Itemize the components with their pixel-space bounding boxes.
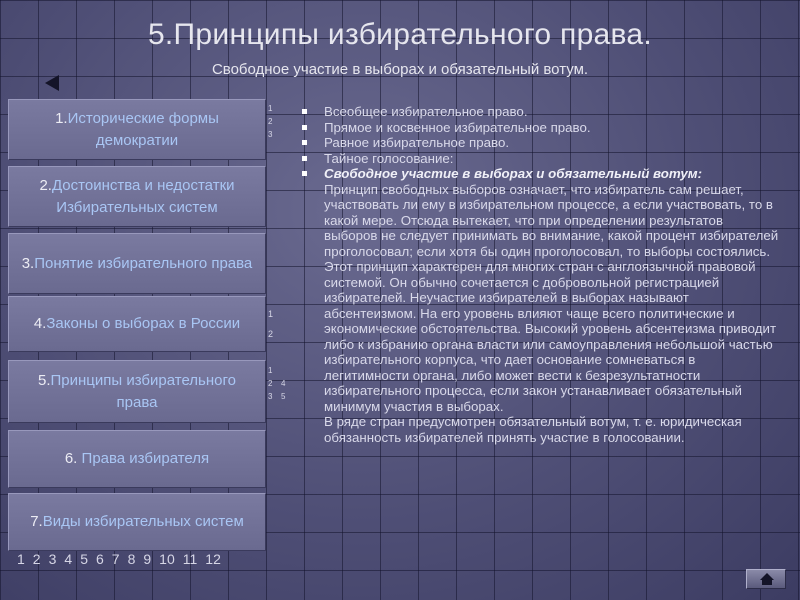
sidebar-item-number: 3. [21,254,35,272]
sidebar-item-label: Исторические формы демократии [67,109,219,149]
sidebar-item-number: 6. [64,450,82,467]
subslide-link[interactable]: 4 [281,379,286,388]
subslide-link[interactable]: 3 [268,392,273,401]
sidebar-item-number: 2. [39,176,52,194]
subslide-links-4[interactable] [268,304,273,344]
bullet-icon [302,109,307,114]
sidebar-item-concept[interactable] [8,233,266,294]
subslide-links-1[interactable] [268,102,272,141]
subslide-links-5a[interactable] [268,364,272,403]
sidebar-item-laws[interactable] [8,296,266,352]
sidebar-item-number: 5. [38,371,51,389]
slide-content [300,104,780,445]
sidebar-item-label: Принципы избирательного права [50,371,236,411]
list-item: Тайное голосование: [300,151,780,167]
sidebar-item-label: Понятие избирательного права [34,254,253,272]
page-link[interactable]: 11 [182,551,198,567]
sidebar-item-number: 7. [30,513,43,530]
sidebar-item-number: 1. [55,109,68,127]
subslide-link[interactable]: 3 [268,130,273,139]
page-link[interactable]: 2 [32,551,41,567]
sidebar-item-number: 4. [33,315,47,332]
list-item: Всеобщее избирательное право. [300,104,780,120]
sidebar-item-historical-forms[interactable] [8,99,266,160]
page-link[interactable]: 6 [95,551,104,567]
home-icon-base [762,579,772,585]
page-link[interactable]: 1 [17,551,25,567]
bullet-icon [302,140,307,145]
subslide-links-5b[interactable] [281,377,285,403]
page-link[interactable]: 9 [143,551,152,567]
principles-list [300,104,780,182]
page-link[interactable]: 3 [48,551,57,567]
subslide-link[interactable]: 5 [281,392,286,401]
page-link[interactable]: 7 [111,551,120,567]
page-number-links [17,551,221,567]
subslide-link[interactable]: 2 [268,379,273,388]
slide-title: 5.Принципы избирательного права. [147,18,653,51]
sidebar-item-voter-rights[interactable] [8,430,266,488]
sidebar-item-label: Права избирателя [81,450,210,467]
sidebar-item-electoral-systems[interactable] [8,493,266,551]
sidebar-item-label: Достоинства и недостатки Избирательных систем [51,176,235,216]
subslide-link[interactable]: 1 [268,104,273,113]
bullet-icon [302,171,307,176]
page-link[interactable]: 12 [205,551,221,567]
sidebar-item-principles[interactable] [8,360,266,423]
page-link[interactable]: 10 [159,551,175,567]
bullet-icon [302,125,307,130]
subslide-link[interactable]: 2 [268,117,273,126]
page-link[interactable]: 5 [80,551,88,567]
principle-paragraph: Принцип свободных выборов означает, что избиратель сам решает, участвовать ли ему в избирательном процессе, а если участвовать, то в какой мере. Отсюда вытекает, что при определении результатов выборов не следует принимать во внимание, какой процент избирателей проголосовал; если хотя бы один проголосовал, то выборы состоялись. Этот принцип характерен для многих стран с англоязычной правовой системой. Он обычно сочетается с добровольной регистрацией избирателей. Неучастие избирателей в выборах называют абсентеизмом. На его уровень влияют чаще всего политические и экономические обстоятельства. Высокий уровень абсентеизма приводит либо к избранию органа власти или самоуправления небольшой частью избирательного корпуса, что дает основание сомневаться в легитимности органа, либо может вести к безрезультатности избирательного процесса, если закон устанавливает обязательный минимум участия в выборах. [324,181,779,414]
home-button[interactable] [746,569,786,589]
page-link[interactable]: 4 [64,551,73,567]
sidebar-item-advantages[interactable] [8,166,266,227]
sidebar-item-label: Законы о выборах в России [46,315,241,332]
subslide-link[interactable]: 1 [268,366,273,375]
subslide-link[interactable]: 1 [268,309,274,319]
list-item-current: Свободное участие в выборах и обязательный вотум: [300,166,780,182]
list-item: Равное избирательное право. [300,135,780,151]
principle-paragraph: В ряде стран предусмотрен обязательный вотум, т. е. юридическая обязанность избирателей принять участие в голосовании. [324,414,742,445]
slide-subtitle: Свободное участие в выборах и обязательный вотум. [211,61,589,78]
page-link[interactable]: 8 [127,551,136,567]
sidebar-item-label: Виды избирательных систем [42,513,244,530]
list-item: Прямое и косвенное избирательное право. [300,120,780,136]
principle-description [300,182,780,446]
back-arrow-icon[interactable] [45,75,59,91]
subslide-link[interactable]: 2 [268,329,274,339]
bullet-icon [302,156,307,161]
